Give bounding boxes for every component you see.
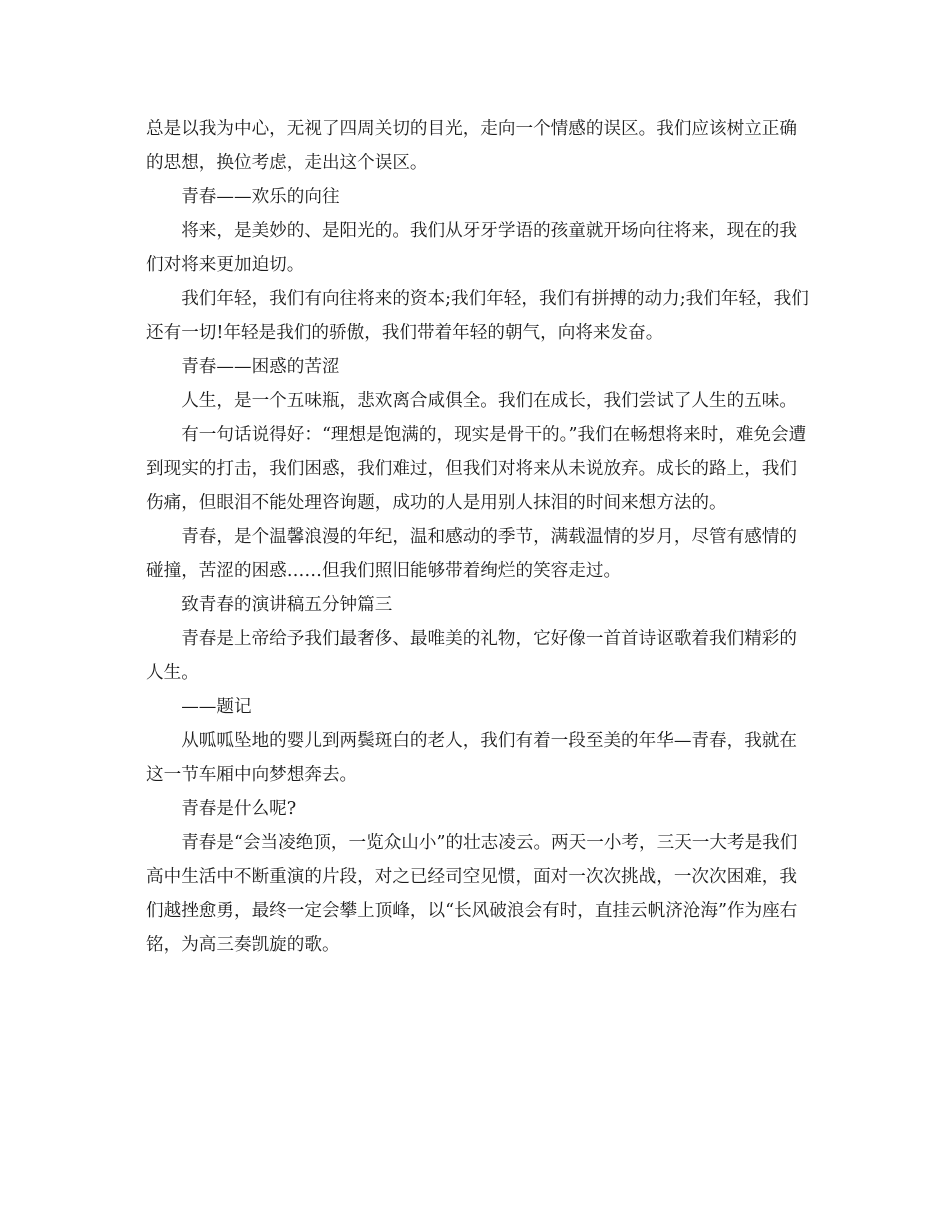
paragraph: 青春，是个温馨浪漫的年纪，温和感动的季节，满载温情的岁月，尽管有感情的碰撞，苦涩的困惑……但我们照旧能够带着绚烂的笑容走过。 [146,527,797,581]
section-heading: 青春——困惑的苦涩 [181,357,340,377]
paragraph: 从呱呱坠地的婴儿到两鬓斑白的老人，我们有着一段至美的年华—青春，我就在这一节车厢中向梦想奔去。 [146,731,797,785]
article-title: 致青春的演讲稿五分钟篇三 [181,595,393,615]
epigraph-attribution: ——题记 [181,697,252,717]
paragraph: 有一句话说得好：“理想是饱满的，现实是骨干的。”我们在畅想将来时，难免会遭到现实的打击，我们困惑，我们难过，但我们对将来从未说放弃。成长的路上，我们伤痛，但眼泪不能处理咨询题，成功的人是用别人抹泪的时间来想方法的。 [146,425,807,513]
paragraph: 青春是上帝给予我们最奢侈、最唯美的礼物，它好像一首首诗讴歌着我们精彩的人生。 [146,629,797,683]
paragraph: 总是以我为中心，无视了四周关切的目光，走向一个情感的误区。我们应该树立正确的思想，换位考虑，走出这个误区。 [146,119,797,173]
paragraph: 我们年轻，我们有向往将来的资本;我们年轻，我们有拼搏的动力;我们年轻，我们还有一切!年轻是我们的骄傲，我们带着年轻的朝气，向将来发奋。 [146,289,809,343]
paragraph: 青春是“会当凌绝顶，一览众山小”的壮志凌云。两天一小考，三天一大考是我们高中生活中不断重演的片段，对之已经司空见惯，面对一次次挑战，一次次困难，我们越挫愈勇，最终一定会攀上顶峰，以“长风破浪会有时，直挂云帆济沧海”作为座右铭，为高三奏凯旋的歌。 [146,833,798,955]
paragraph: 将来，是美妙的、是阳光的。我们从牙牙学语的孩童就开场向往将来，现在的我们对将来更加迫切。 [146,221,797,275]
paragraph: 人生，是一个五味瓶，悲欢离合咸俱全。我们在成长，我们尝试了人生的五味。 [181,391,797,411]
paragraph: 青春是什么呢? [181,799,297,819]
document-body [146,112,810,962]
section-heading: 青春——欢乐的向往 [181,187,340,207]
